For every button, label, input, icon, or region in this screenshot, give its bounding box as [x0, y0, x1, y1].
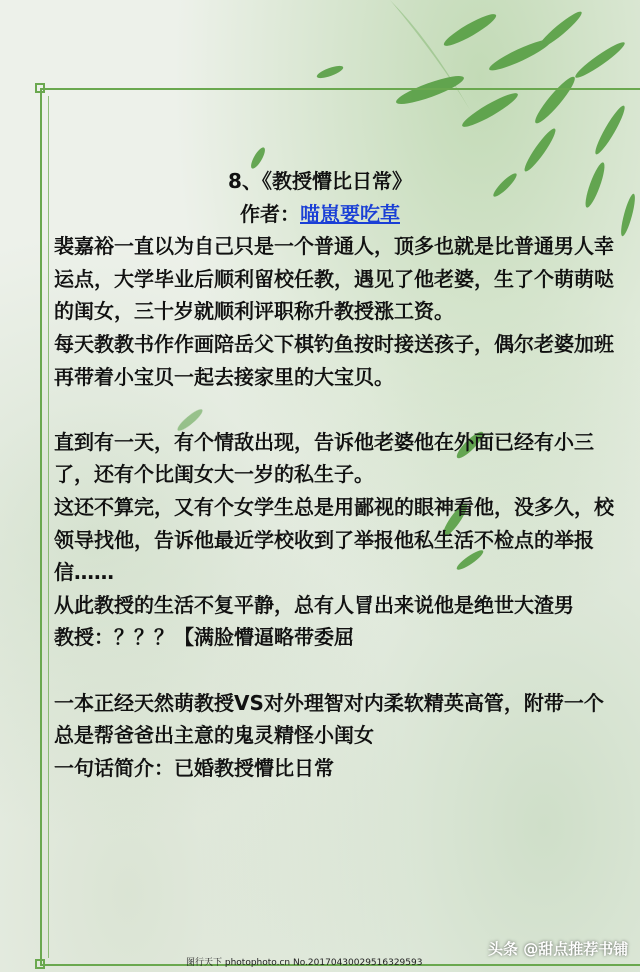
frame-corner-top-left	[35, 83, 45, 93]
synopsis-paragraph: 这还不算完，又有个女学生总是用鄙视的眼神看他，没多久，校领导找他，告诉他最近学校收到了举报他私生活不检点的举报信……	[54, 494, 614, 585]
frame-corner-bottom-left	[35, 959, 45, 969]
author-name-link[interactable]: 喵崽要吃草	[300, 201, 400, 226]
paragraph-spacer	[54, 654, 614, 687]
synopsis-paragraph: 从此教授的生活不复平静，总有人冒出来说他是绝世大渣男	[54, 592, 574, 617]
article-content	[54, 165, 614, 784]
paragraph-spacer	[54, 393, 614, 426]
frame-top-border	[40, 88, 640, 90]
synopsis-paragraph: 一本正经天然萌教授VS对外理智对内柔软精英高管，附带一个总是帮爸爸出主意的鬼灵精怪小闺女	[54, 690, 604, 748]
synopsis-paragraph: 直到有一天，有个情敌出现，告诉他老婆他在外面已经有小三了，还有个比闺女大一岁的私生子。	[54, 429, 594, 487]
one-line-summary: 一句话简介：已婚教授懵比日常	[54, 755, 334, 780]
source-watermark: 头条 @甜点推荐书铺	[488, 940, 629, 958]
synopsis-paragraph: 教授：？？？【满脸懵逼略带委屈	[54, 625, 354, 650]
author-label: 作者：	[240, 201, 300, 226]
image-credit: 图行天下 photophoto.cn No.20170430029516329593	[186, 958, 423, 968]
author-line	[26, 198, 614, 231]
synopsis-paragraph: 裴嘉裕一直以为自己只是一个普通人，顶多也就是比普通男人幸运点，大学毕业后顺利留校任教，遇见了他老婆，生了个萌萌哒的闺女，三十岁就顺利评职称升教授涨工资。	[54, 234, 614, 324]
synopsis-paragraph: 每天教教书作作画陪岳父下棋钓鱼按时接送孩子，偶尔老婆加班再带着小宝贝一起去接家里的大宝贝。	[54, 331, 614, 389]
book-title: 8、《教授懵比日常》	[228, 169, 412, 193]
